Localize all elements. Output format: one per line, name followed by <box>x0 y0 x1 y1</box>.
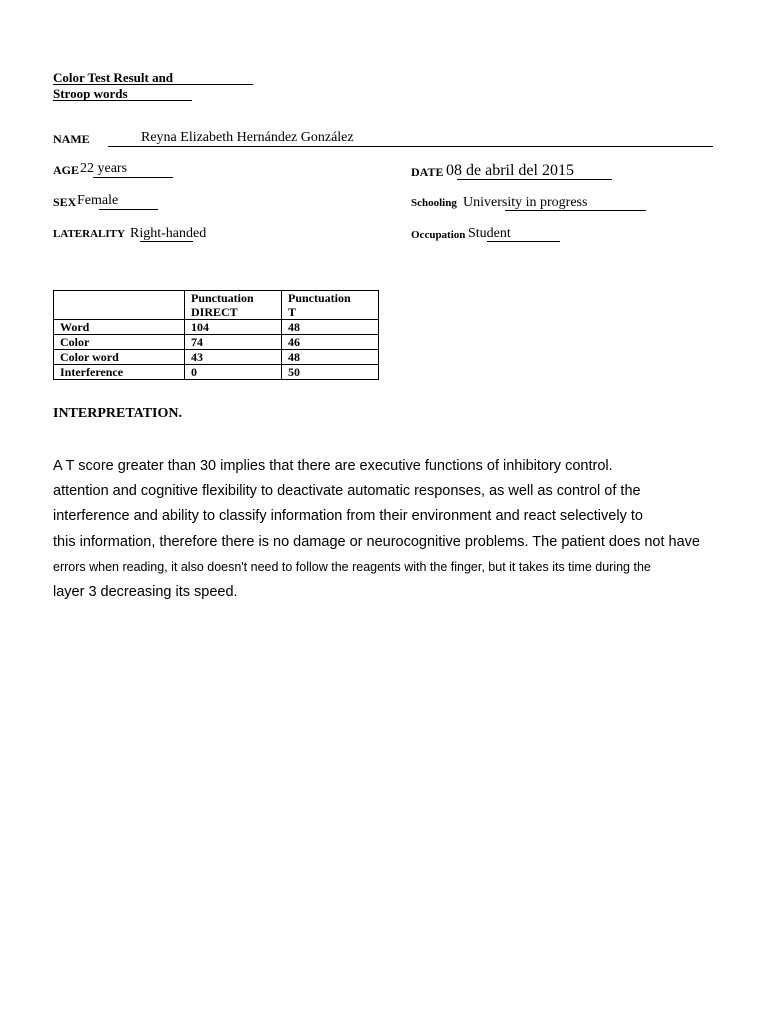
row-label: Word <box>54 320 185 335</box>
occupation-underline <box>487 241 560 242</box>
direct-header-line-1: Punctuation <box>191 291 254 305</box>
date-underline <box>457 179 612 180</box>
title-underline-2 <box>53 100 192 101</box>
table-row <box>54 320 379 335</box>
t-score: 46 <box>282 335 379 350</box>
t-header-line-2: T <box>288 305 297 319</box>
schooling-label: Schooling <box>411 197 457 209</box>
laterality-label: LATERALITY <box>53 228 125 240</box>
direct-score: 104 <box>185 320 282 335</box>
title-line-2-text: Stroop words <box>53 86 128 101</box>
table-header-row <box>54 291 379 320</box>
row-label: Interference <box>54 365 185 380</box>
table-row <box>54 365 379 380</box>
t-score: 50 <box>282 365 379 380</box>
t-score: 48 <box>282 350 379 365</box>
schooling-underline <box>505 210 646 211</box>
table-header-direct <box>185 291 282 320</box>
paragraph-line: layer 3 decreasing its speed. <box>53 583 238 600</box>
interpretation-paragraph <box>53 454 713 605</box>
date-value: 08 de abril del 2015 <box>446 162 574 179</box>
paragraph-line: errors when reading, it also doesn't need to follow the reagents with the finger, but it takes its time during the <box>53 559 651 574</box>
sex-underline <box>99 209 158 210</box>
direct-header-line-2: DIRECT <box>191 305 238 319</box>
age-label: AGE <box>53 163 80 177</box>
laterality-underline <box>140 241 193 242</box>
occupation-label: Occupation <box>411 229 466 241</box>
date-label: DATE <box>411 165 444 179</box>
table-row <box>54 350 379 365</box>
paragraph-line: interference and ability to classify information from their environment and react selectively to <box>53 508 643 525</box>
direct-score: 0 <box>185 365 282 380</box>
sex-value: Female <box>77 193 119 208</box>
row-label: Color word <box>54 350 185 365</box>
occupation-value: Student <box>468 226 511 241</box>
direct-score: 74 <box>185 335 282 350</box>
table-header-empty <box>54 291 185 320</box>
laterality-value: Right-handed <box>130 226 207 241</box>
t-header-line-1: Punctuation <box>288 291 351 305</box>
document-title <box>53 70 173 102</box>
sex-label: SEX <box>53 195 77 209</box>
name-label: NAME <box>53 132 90 146</box>
paragraph-line: A T score greater than 30 implies that there are executive functions of inhibitory control. <box>53 458 613 474</box>
interpretation-heading: INTERPRETATION. <box>53 406 183 421</box>
table-row <box>54 335 379 350</box>
name-underline <box>108 146 713 147</box>
paragraph-line: attention and cognitive flexibility to deactivate automatic responses, as well as control of the <box>53 483 641 500</box>
paragraph-line: this information, therefore there is no damage or neurocognitive problems. The patient does not have <box>53 533 700 550</box>
schooling-value: University in progress <box>463 195 588 210</box>
title-line-1-text: Color Test Result and <box>53 70 174 85</box>
table-header-t <box>282 291 379 320</box>
name-value: Reyna Elizabeth Hernández González <box>141 130 354 145</box>
direct-score: 43 <box>185 350 282 365</box>
title-underline-1 <box>53 84 253 85</box>
age-value: 22 years <box>80 161 128 176</box>
scores-table <box>53 290 379 380</box>
t-score: 48 <box>282 320 379 335</box>
age-underline <box>93 177 173 178</box>
row-label: Color <box>54 335 185 350</box>
